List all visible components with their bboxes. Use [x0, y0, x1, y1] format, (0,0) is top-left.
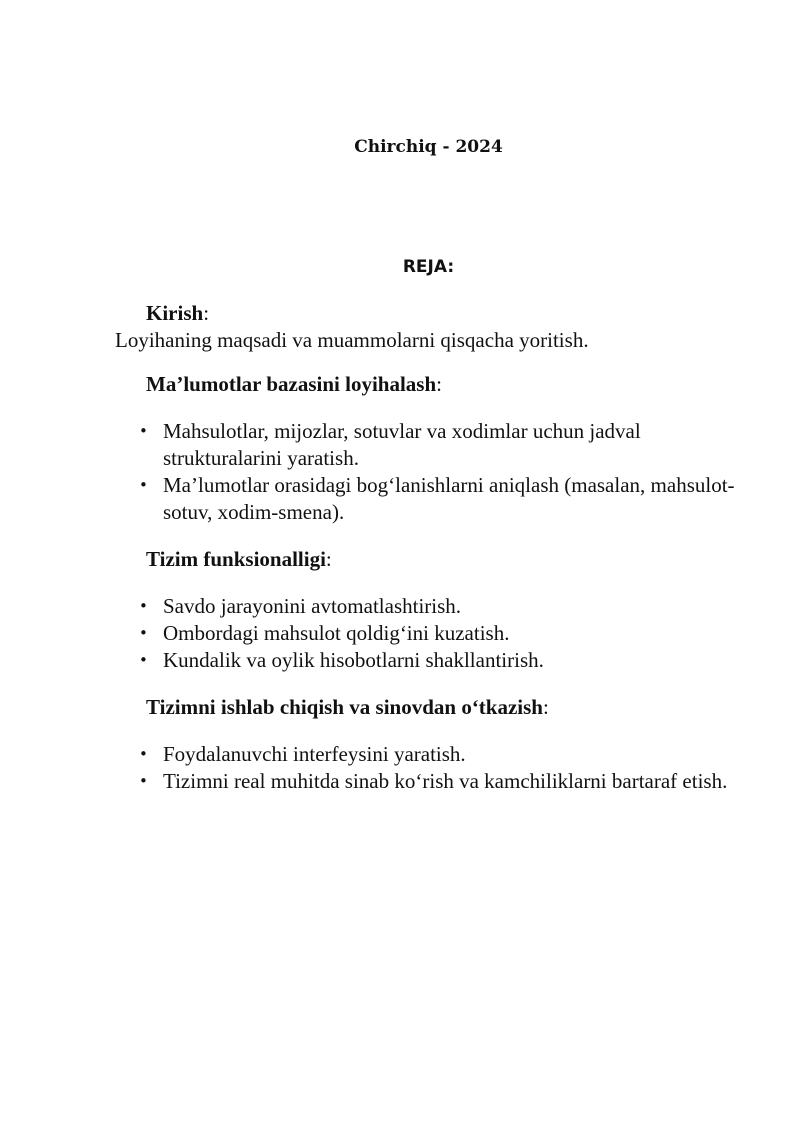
list-item: • Mahsulotlar, mijozlar, sotuvlar va xodimlar uchun jadval strukturalarini yaratish. — [115, 418, 735, 472]
section-system-functionality — [115, 546, 735, 674]
heading-colon: : — [543, 695, 549, 719]
section-introduction — [115, 300, 735, 354]
section-heading-label: Kirish — [146, 301, 204, 325]
list-item: • Tizimni real muhitda sinab ko‘rish va kamchiliklarni bartaraf etish. — [115, 768, 735, 795]
section-heading-label: Tizim funksionalligi — [146, 547, 326, 571]
list-item: • Ombordagi mahsulot qoldig‘ini kuzatish. — [115, 620, 735, 647]
list-item: • Kundalik va oylik hisobotlarni shakllantirish. — [115, 647, 735, 674]
list-item: • Savdo jarayonini avtomatlashtirish. — [115, 593, 735, 620]
section-development-testing — [115, 694, 735, 795]
city-year-line: Chirchiq - 2024 — [354, 137, 503, 157]
bullet-list — [115, 593, 735, 674]
list-item: • Ma’lumotlar orasidagi bog‘lanishlarni aniqlash (masalan, mahsulot-sotuv, xodim-smena). — [115, 472, 735, 526]
intro-text: Loyihaning maqsadi va muammolarni qisqacha yoritish. — [115, 328, 589, 352]
section-heading-label: Tizimni ishlab chiqish va sinovdan o‘tkazish — [146, 695, 543, 719]
bullet-list — [115, 418, 735, 526]
section-heading-label: Ma’lumotlar bazasini loyihalash — [146, 372, 437, 396]
bullet-list — [115, 741, 735, 795]
heading-colon: : — [325, 547, 332, 571]
plan-content — [115, 300, 735, 815]
section-heading — [146, 546, 735, 573]
section-heading — [146, 694, 735, 721]
section-heading — [146, 300, 735, 327]
plan-title: REJA: — [402, 257, 455, 277]
heading-colon: : — [436, 372, 442, 396]
list-item: • Foydalanuvchi interfeysini yaratish. — [115, 741, 735, 768]
section-database-design — [115, 371, 735, 526]
section-heading — [146, 371, 735, 398]
heading-colon: : — [203, 301, 210, 325]
